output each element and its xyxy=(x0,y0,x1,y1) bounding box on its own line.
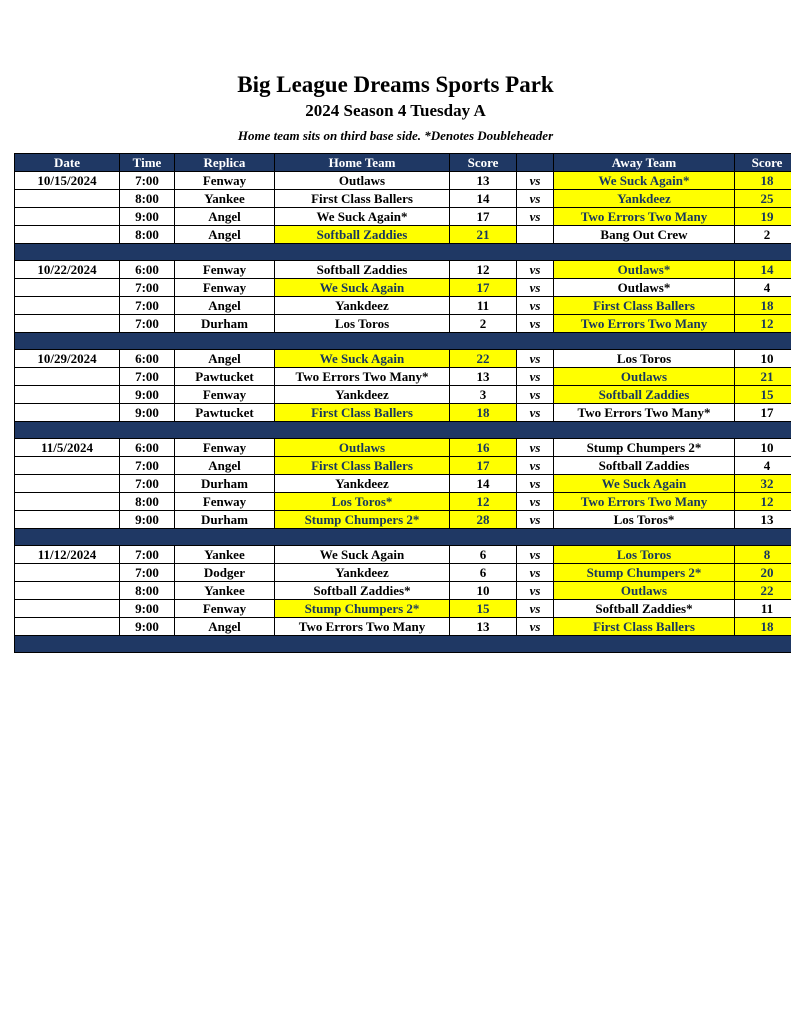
away-team-cell: Softball Zaddies xyxy=(554,386,735,404)
home-score-cell: 14 xyxy=(450,190,517,208)
separator-row xyxy=(15,333,791,350)
replica-cell: Fenway xyxy=(175,172,275,190)
time-cell: 7:00 xyxy=(120,279,175,297)
home-score-cell: 13 xyxy=(450,368,517,386)
away-score-cell: 4 xyxy=(735,457,791,475)
separator-bar xyxy=(15,244,791,261)
away-team-cell: Los Toros xyxy=(554,546,735,564)
home-team-cell: First Class Ballers xyxy=(275,404,450,422)
away-team-cell: First Class Ballers xyxy=(554,618,735,636)
header-replica: Replica xyxy=(175,154,275,172)
away-team-cell: We Suck Again* xyxy=(554,172,735,190)
away-score-cell: 18 xyxy=(735,618,791,636)
game-row xyxy=(15,457,791,475)
away-team-cell: Bang Out Crew xyxy=(554,226,735,244)
home-score-cell: 17 xyxy=(450,208,517,226)
time-cell: 8:00 xyxy=(120,226,175,244)
away-team-cell: Yankdeez xyxy=(554,190,735,208)
away-team-cell: Two Errors Two Many xyxy=(554,493,735,511)
home-team-cell: Outlaws xyxy=(275,172,450,190)
away-score-cell: 22 xyxy=(735,582,791,600)
away-team-cell: Stump Chumpers 2* xyxy=(554,439,735,457)
home-score-cell: 2 xyxy=(450,315,517,333)
vs-cell: vs xyxy=(517,350,554,368)
home-score-cell: 18 xyxy=(450,404,517,422)
vs-cell: vs xyxy=(517,439,554,457)
vs-cell: vs xyxy=(517,618,554,636)
away-score-cell: 15 xyxy=(735,386,791,404)
away-score-cell: 20 xyxy=(735,564,791,582)
game-row xyxy=(15,368,791,386)
home-score-cell: 12 xyxy=(450,261,517,279)
home-team-cell: We Suck Again xyxy=(275,546,450,564)
replica-cell: Angel xyxy=(175,208,275,226)
separator-row xyxy=(15,422,791,439)
date-cell xyxy=(15,618,120,636)
header-vs xyxy=(517,154,554,172)
vs-cell: vs xyxy=(517,546,554,564)
home-score-cell: 17 xyxy=(450,279,517,297)
date-cell xyxy=(15,582,120,600)
page-title: Big League Dreams Sports Park xyxy=(237,72,554,97)
away-team-cell: Los Toros* xyxy=(554,511,735,529)
table-body xyxy=(15,172,791,653)
separator-row xyxy=(15,636,791,653)
vs-cell: vs xyxy=(517,190,554,208)
vs-cell: vs xyxy=(517,493,554,511)
header-away-team: Away Team xyxy=(554,154,735,172)
game-row xyxy=(15,475,791,493)
away-team-cell: Outlaws xyxy=(554,368,735,386)
game-row xyxy=(15,261,791,279)
vs-cell: vs xyxy=(517,386,554,404)
home-score-cell: 13 xyxy=(450,172,517,190)
time-cell: 9:00 xyxy=(120,618,175,636)
away-score-cell: 13 xyxy=(735,511,791,529)
away-team-cell: Stump Chumpers 2* xyxy=(554,564,735,582)
replica-cell: Fenway xyxy=(175,439,275,457)
home-team-cell: We Suck Again xyxy=(275,350,450,368)
vs-cell: vs xyxy=(517,261,554,279)
away-score-cell: 18 xyxy=(735,172,791,190)
game-row xyxy=(15,493,791,511)
date-cell xyxy=(15,190,120,208)
replica-cell: Yankee xyxy=(175,582,275,600)
home-score-cell: 22 xyxy=(450,350,517,368)
date-cell: 11/12/2024 xyxy=(15,546,120,564)
time-cell: 7:00 xyxy=(120,546,175,564)
away-team-cell: We Suck Again xyxy=(554,475,735,493)
vs-cell: vs xyxy=(517,457,554,475)
home-team-cell: Stump Chumpers 2* xyxy=(275,600,450,618)
vs-cell: vs xyxy=(517,172,554,190)
home-team-cell: Two Errors Two Many xyxy=(275,618,450,636)
time-cell: 8:00 xyxy=(120,493,175,511)
time-cell: 9:00 xyxy=(120,511,175,529)
home-team-cell: We Suck Again* xyxy=(275,208,450,226)
away-team-cell: Two Errors Two Many xyxy=(554,315,735,333)
home-team-cell: Softball Zaddies xyxy=(275,226,450,244)
header-row xyxy=(15,154,791,172)
date-cell xyxy=(15,404,120,422)
home-score-cell: 12 xyxy=(450,493,517,511)
away-score-cell: 10 xyxy=(735,350,791,368)
time-cell: 7:00 xyxy=(120,475,175,493)
replica-cell: Pawtucket xyxy=(175,404,275,422)
replica-cell: Angel xyxy=(175,457,275,475)
separator-row xyxy=(15,529,791,546)
home-team-cell: Los Toros* xyxy=(275,493,450,511)
game-row xyxy=(15,350,791,368)
date-cell xyxy=(15,226,120,244)
away-team-cell: Softball Zaddies xyxy=(554,457,735,475)
home-team-cell: First Class Ballers xyxy=(275,457,450,475)
home-score-cell: 13 xyxy=(450,618,517,636)
home-score-cell: 28 xyxy=(450,511,517,529)
time-cell: 6:00 xyxy=(120,439,175,457)
replica-cell: Dodger xyxy=(175,564,275,582)
vs-cell: vs xyxy=(517,368,554,386)
date-cell: 11/5/2024 xyxy=(15,439,120,457)
replica-cell: Durham xyxy=(175,511,275,529)
time-cell: 7:00 xyxy=(120,564,175,582)
away-score-cell: 8 xyxy=(735,546,791,564)
away-score-cell: 25 xyxy=(735,190,791,208)
date-cell xyxy=(15,457,120,475)
home-team-cell: Softball Zaddies xyxy=(275,261,450,279)
replica-cell: Durham xyxy=(175,315,275,333)
game-row xyxy=(15,564,791,582)
vs-cell: vs xyxy=(517,297,554,315)
replica-cell: Angel xyxy=(175,226,275,244)
away-team-cell: Two Errors Two Many xyxy=(554,208,735,226)
replica-cell: Fenway xyxy=(175,493,275,511)
replica-cell: Fenway xyxy=(175,279,275,297)
home-team-cell: We Suck Again xyxy=(275,279,450,297)
time-cell: 7:00 xyxy=(120,172,175,190)
date-cell: 10/22/2024 xyxy=(15,261,120,279)
away-score-cell: 17 xyxy=(735,404,791,422)
date-cell xyxy=(15,386,120,404)
time-cell: 6:00 xyxy=(120,261,175,279)
home-score-cell: 16 xyxy=(450,439,517,457)
separator-bar xyxy=(15,636,791,653)
replica-cell: Durham xyxy=(175,475,275,493)
home-score-cell: 6 xyxy=(450,564,517,582)
home-score-cell: 21 xyxy=(450,226,517,244)
vs-cell: vs xyxy=(517,315,554,333)
date-cell xyxy=(15,600,120,618)
away-team-cell: Outlaws* xyxy=(554,261,735,279)
separator-bar xyxy=(15,333,791,350)
vs-cell xyxy=(517,226,554,244)
game-row xyxy=(15,582,791,600)
home-score-cell: 11 xyxy=(450,297,517,315)
away-team-cell: Two Errors Two Many* xyxy=(554,404,735,422)
home-score-cell: 6 xyxy=(450,546,517,564)
vs-cell: vs xyxy=(517,564,554,582)
header-score: Score xyxy=(450,154,517,172)
away-score-cell: 11 xyxy=(735,600,791,618)
schedule-table xyxy=(14,153,791,653)
game-row xyxy=(15,386,791,404)
header-date: Date xyxy=(15,154,120,172)
away-score-cell: 2 xyxy=(735,226,791,244)
away-score-cell: 14 xyxy=(735,261,791,279)
date-cell xyxy=(15,564,120,582)
home-team-cell: First Class Ballers xyxy=(275,190,450,208)
replica-cell: Yankee xyxy=(175,190,275,208)
time-cell: 9:00 xyxy=(120,600,175,618)
home-team-cell: Stump Chumpers 2* xyxy=(275,511,450,529)
replica-cell: Angel xyxy=(175,350,275,368)
time-cell: 7:00 xyxy=(120,368,175,386)
home-score-cell: 3 xyxy=(450,386,517,404)
home-team-cell: Softball Zaddies* xyxy=(275,582,450,600)
game-row xyxy=(15,172,791,190)
date-cell: 10/29/2024 xyxy=(15,350,120,368)
table-header xyxy=(15,154,791,172)
time-cell: 7:00 xyxy=(120,457,175,475)
game-row xyxy=(15,439,791,457)
away-score-cell: 4 xyxy=(735,279,791,297)
away-team-cell: First Class Ballers xyxy=(554,297,735,315)
away-score-cell: 12 xyxy=(735,493,791,511)
date-cell xyxy=(15,297,120,315)
away-score-cell: 32 xyxy=(735,475,791,493)
away-score-cell: 12 xyxy=(735,315,791,333)
home-score-cell: 14 xyxy=(450,475,517,493)
header-home-team: Home Team xyxy=(275,154,450,172)
time-cell: 6:00 xyxy=(120,350,175,368)
time-cell: 7:00 xyxy=(120,315,175,333)
game-row xyxy=(15,600,791,618)
date-cell xyxy=(15,475,120,493)
vs-cell: vs xyxy=(517,279,554,297)
home-team-cell: Yankdeez xyxy=(275,475,450,493)
vs-cell: vs xyxy=(517,582,554,600)
away-score-cell: 18 xyxy=(735,297,791,315)
away-team-cell: Los Toros xyxy=(554,350,735,368)
page-subtitle: 2024 Season 4 Tuesday A xyxy=(305,101,486,121)
replica-cell: Angel xyxy=(175,618,275,636)
home-team-cell: Los Toros xyxy=(275,315,450,333)
replica-cell: Yankee xyxy=(175,546,275,564)
game-row xyxy=(15,279,791,297)
replica-cell: Pawtucket xyxy=(175,368,275,386)
game-row xyxy=(15,404,791,422)
game-row xyxy=(15,226,791,244)
away-team-cell: Outlaws xyxy=(554,582,735,600)
home-team-cell: Yankdeez xyxy=(275,386,450,404)
game-row xyxy=(15,297,791,315)
vs-cell: vs xyxy=(517,475,554,493)
vs-cell: vs xyxy=(517,511,554,529)
time-cell: 7:00 xyxy=(120,297,175,315)
vs-cell: vs xyxy=(517,600,554,618)
time-cell: 8:00 xyxy=(120,190,175,208)
game-row xyxy=(15,190,791,208)
home-team-cell: Two Errors Two Many* xyxy=(275,368,450,386)
date-cell xyxy=(15,208,120,226)
time-cell: 9:00 xyxy=(120,208,175,226)
time-cell: 9:00 xyxy=(120,404,175,422)
time-cell: 8:00 xyxy=(120,582,175,600)
away-team-cell: Softball Zaddies* xyxy=(554,600,735,618)
date-cell xyxy=(15,493,120,511)
replica-cell: Fenway xyxy=(175,261,275,279)
game-row xyxy=(15,208,791,226)
game-row xyxy=(15,618,791,636)
home-team-cell: Outlaws xyxy=(275,439,450,457)
header-score: Score xyxy=(735,154,791,172)
date-cell xyxy=(15,279,120,297)
game-row xyxy=(15,511,791,529)
separator-bar xyxy=(15,422,791,439)
replica-cell: Fenway xyxy=(175,600,275,618)
away-team-cell: Outlaws* xyxy=(554,279,735,297)
vs-cell: vs xyxy=(517,208,554,226)
date-cell xyxy=(15,511,120,529)
home-team-cell: Yankdeez xyxy=(275,564,450,582)
replica-cell: Fenway xyxy=(175,386,275,404)
separator-row xyxy=(15,244,791,261)
replica-cell: Angel xyxy=(175,297,275,315)
date-cell: 10/15/2024 xyxy=(15,172,120,190)
home-score-cell: 10 xyxy=(450,582,517,600)
game-row xyxy=(15,315,791,333)
game-row xyxy=(15,546,791,564)
home-score-cell: 17 xyxy=(450,457,517,475)
home-score-cell: 15 xyxy=(450,600,517,618)
time-cell: 9:00 xyxy=(120,386,175,404)
date-cell xyxy=(15,368,120,386)
header-time: Time xyxy=(120,154,175,172)
date-cell xyxy=(15,315,120,333)
home-team-cell: Yankdeez xyxy=(275,297,450,315)
away-score-cell: 10 xyxy=(735,439,791,457)
away-score-cell: 19 xyxy=(735,208,791,226)
legend-note: Home team sits on third base side. *Denotes Doubleheader xyxy=(237,128,554,144)
separator-bar xyxy=(15,529,791,546)
away-score-cell: 21 xyxy=(735,368,791,386)
vs-cell: vs xyxy=(517,404,554,422)
